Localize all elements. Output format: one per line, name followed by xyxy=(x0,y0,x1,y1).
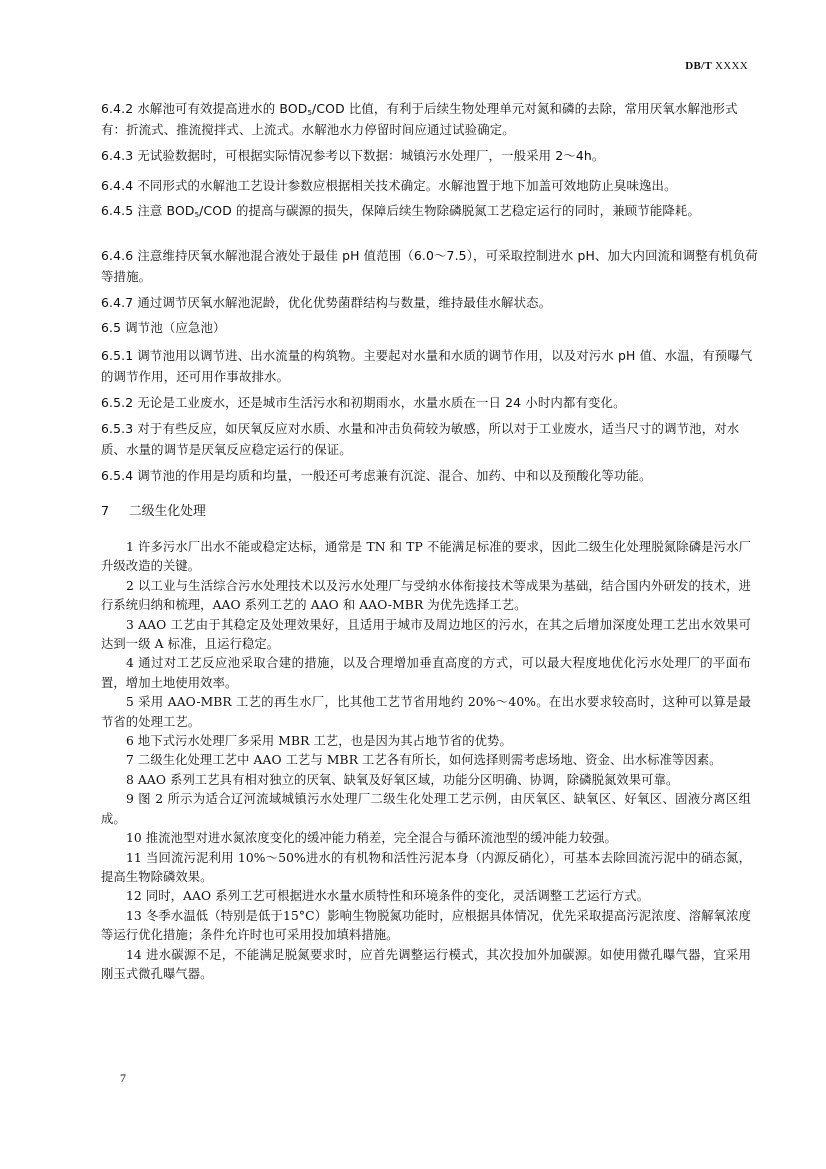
list-item: 11 当回流污泥利用 10%～50%进水的有机物和活性污泥本身（内源反硝化），可基本去除回流污泥中的硝态氮，提高生物除磷效果。 xyxy=(101,850,751,884)
page-number: 7 xyxy=(120,1071,126,1085)
clause-6-4-7: 6.4.7 通过调节厌氧水解池泥龄，优化优势菌群结构与数量，维持最佳水解状态。 xyxy=(101,295,552,310)
clause-6-4-3: 6.4.3 无试验数据时，可根据实际情况参考以下数据：城镇污水处理厂，一般采用 2～4h。 xyxy=(101,148,605,163)
clause-6-5-1: 6.5.1 调节池用以调节进、出水流量的构筑物。主要起对水量和水质的调节作用，以及对污水 pH 值、水温，有预曝气的调节作用，还可用作事故排水。 xyxy=(101,348,753,384)
chapter-heading: 7 二级生化处理 xyxy=(101,504,206,519)
list-item: 8 AAO 系列工艺具有相对独立的厌氧、缺氧及好氧区域，功能分区明确、协调，除磷脱氮效果可靠。 xyxy=(126,772,679,787)
clause-6-4-6: 6.4.6 注意维持厌氧水解池混合液处于最佳 pH 值范围（6.0～7.5），可采取控制进水 pH、加大内回流和调整有机负荷等措施。 xyxy=(101,248,758,284)
list-item: 2 以工业与生活综合污水处理技术以及污水处理厂与受纳水体衔接技术等成果为基础，结合国内外研发的技术，进行系统归纳和梳理，AAO 系列工艺的 AAO 和 AAO-MBR 为优先选择工艺。 xyxy=(101,578,751,613)
list-item: 12 同时，AAO 系列工艺可根据进水水量水质特性和环境条件的变化，灵活调整工艺运行方式。 xyxy=(126,889,650,904)
chapter-body xyxy=(101,538,751,984)
list-item: 10 推流池型对进水氮浓度变化的缓冲能力稍差，完全混合与循环流池型的缓冲能力较强。 xyxy=(126,831,617,846)
list-item: 1 许多污水厂出水不能或稳定达标，通常是 TN 和 TP 不能满足标准的要求，因此二级生化处理脱氮除磷是污水厂升级改造的关键。 xyxy=(101,540,751,574)
list-item: 14 进水碳源不足，不能满足脱氮要求时，应首先调整运行模式，其次投加外加碳源。如使用微孔曝气器，宜采用刚玉式微孔曝气器。 xyxy=(101,947,751,981)
list-item: 13 冬季水温低（特别是低于15°C）影响生物脱氮功能时，应根据具体情况，优先采取提高污泥浓度、溶解氧浓度等运行优化措施；条件允许时也可采用投加填料措施。 xyxy=(101,908,751,943)
document-code: DB/T XXXX xyxy=(685,60,748,72)
list-item: 6 地下式污水处理厂多采用 MBR 工艺，也是因为其占地节省的优势。 xyxy=(126,734,512,749)
list-item: 5 采用 AAO-MBR 工艺的再生水厂，比其他工艺节省用地约 20%～40%。在出水要求较高时，这种可以算是最节省的处理工艺。 xyxy=(101,695,751,729)
clause-6-5-4: 6.5.4 调节池的作用是均质和均量，一般还可考虑兼有沉淀、混合、加药、中和以及预酸化等功能。 xyxy=(101,468,652,483)
list-item: 7 二级生化处理工艺中 AAO 工艺与 MBR 工艺各有所长，如何选择则需考虑场地、资金、出水标准等因素。 xyxy=(126,753,722,768)
clause-6-4-2: 6.4.2 水解池可有效提高进水的 $BOD_5$/COD 比值，有利于后续生物处理单元对氮和磷的去除，常用厌氧水解池形式有：折流式、推流搅拌式、上流式。水解池水力停留时间应通过试验确定。 xyxy=(101,101,738,137)
section-6-5-heading: 6.5 调节池（应急池） xyxy=(101,320,226,335)
clause-6-4-4: 6.4.4 不同形式的水解池工艺设计参数应根据相关技术确定。水解池置于地下加盖可效地防止臭味逸出。 xyxy=(101,178,677,193)
list-item: 9 图 2 所示为适合辽河流域城镇污水处理厂二级生化处理工艺示例，由厌氧区、缺氧区、好氧区、固液分离区组成。 xyxy=(101,792,751,826)
list-item: 4 通过对工艺反应池采取合建的措施，以及合理增加垂直高度的方式，可以最大程度地优化污水处理厂的平面布置，增加土地使用效率。 xyxy=(101,656,751,690)
clause-6-5-2: 6.5.2 无论是工业废水，还是城市生活污水和初期雨水，水量水质在一日 24 小时内都有变化。 xyxy=(101,395,626,410)
clause-6-4-5: 6.4.5 注意 $BOD_5$/COD 的提高与碳源的损失，保障后续生物除磷脱氮工艺稳定运行的同时，兼顾节能降耗。 xyxy=(101,203,700,219)
clause-6-5-3: 6.5.3 对于有些反应，如厌氧反应对水质、水量和冲击负荷较为敏感，所以对于工业废水，适当尺寸的调节池，对水质、水量的调节是厌氧反应稳定运行的保证。 xyxy=(101,421,740,457)
list-item: 3 AAO 工艺由于其稳定及处理效果好，且适用于城市及周边地区的污水，在其之后增加深度处理工艺出水效果可达到一级 A 标准，且运行稳定。 xyxy=(101,617,751,652)
